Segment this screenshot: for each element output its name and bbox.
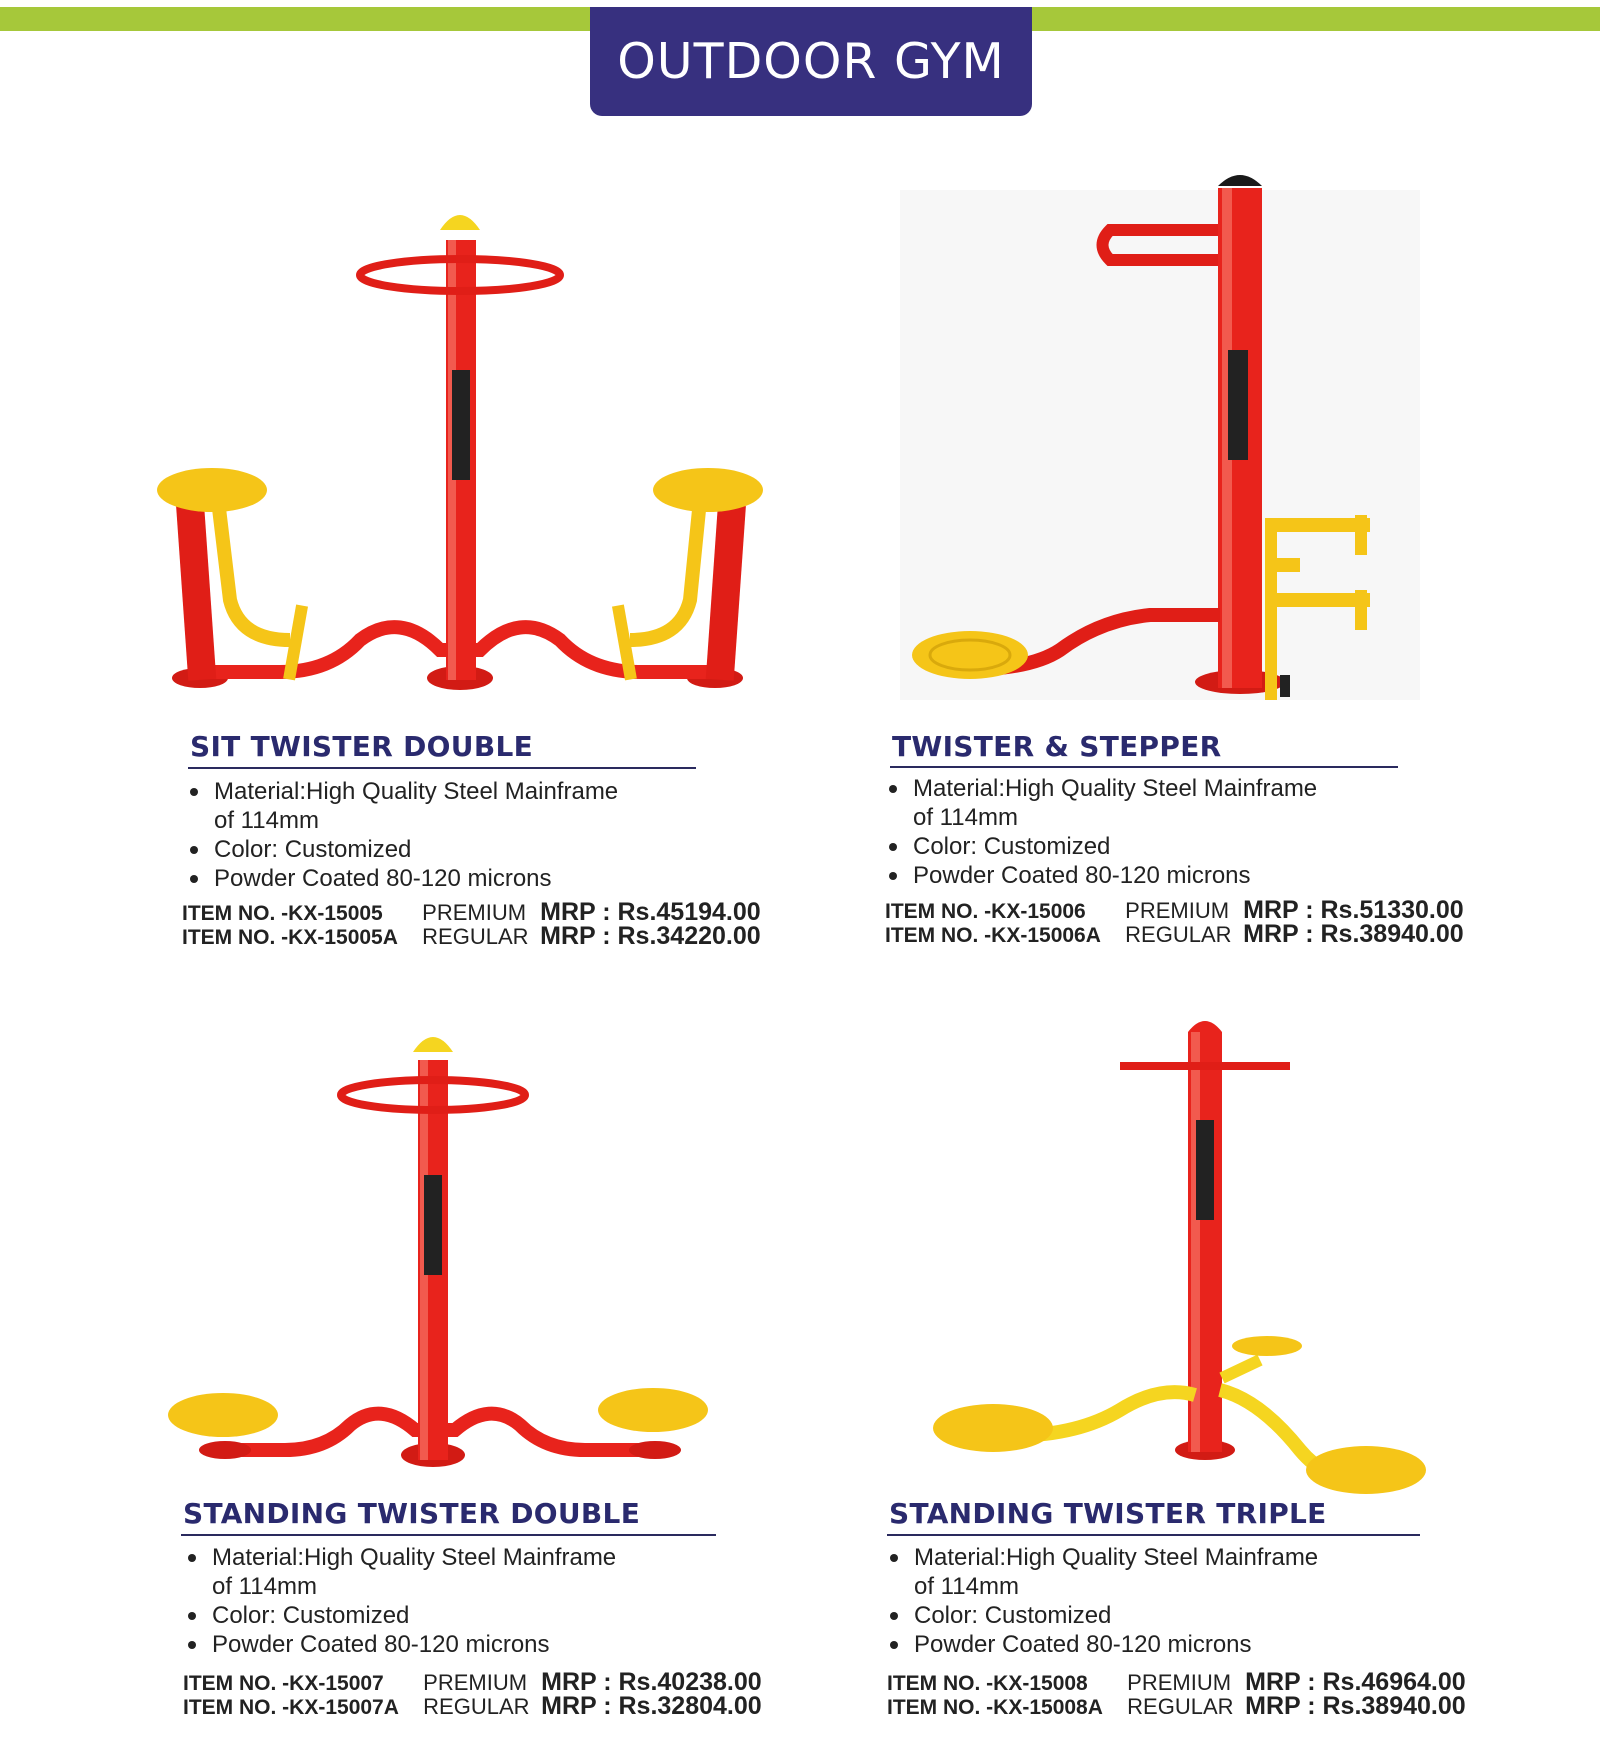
- page-title: OUTDOOR GYM: [617, 33, 1005, 90]
- item-row: [887, 1668, 1466, 1696]
- item-list: [885, 896, 1464, 948]
- feature-item: Material:High Quality Steel Mainframe: [186, 777, 618, 806]
- feature-item: of 114mm: [914, 1573, 1019, 1600]
- item-prefix: ITEM NO. -: [183, 1696, 290, 1719]
- item-prefix: ITEM NO. -: [887, 1672, 994, 1695]
- feature-item: Material:High Quality Steel Mainframe: [885, 774, 1317, 803]
- feature-item: Powder Coated 80-120 microns: [184, 1630, 616, 1659]
- product-name: SIT TWISTER DOUBLE: [190, 730, 534, 763]
- item-type: REGULAR: [1127, 1694, 1234, 1719]
- feature-item: Powder Coated 80-120 microns: [186, 864, 618, 893]
- item-type: REGULAR: [1125, 922, 1232, 947]
- item-list: [182, 898, 761, 950]
- item-code: KX-15005A: [288, 926, 398, 949]
- item-price: MRP : Rs.32804.00: [541, 1692, 762, 1720]
- product-name: TWISTER & STEPPER: [892, 730, 1222, 763]
- title-underline: [890, 766, 1398, 768]
- item-type: PREMIUM: [1125, 898, 1230, 923]
- item-type: PREMIUM: [423, 1670, 528, 1695]
- item-row: [885, 920, 1464, 948]
- item-list: [183, 1668, 762, 1720]
- feature-item: of 114mm: [913, 804, 1018, 831]
- item-prefix: ITEM NO. -: [182, 902, 289, 925]
- item-row: [182, 898, 761, 926]
- item-row: [183, 1668, 762, 1696]
- feature-item: Color: Customized: [886, 1601, 1318, 1630]
- feature-item: Powder Coated 80-120 microns: [885, 861, 1317, 890]
- title-underline: [188, 767, 696, 769]
- item-type: REGULAR: [422, 924, 529, 949]
- item-prefix: ITEM NO. -: [885, 924, 992, 947]
- item-type: PREMIUM: [1127, 1670, 1232, 1695]
- item-price: MRP : Rs.45194.00: [540, 898, 761, 926]
- item-price: MRP : Rs.38940.00: [1243, 920, 1464, 948]
- item-row: [182, 922, 761, 950]
- item-prefix: ITEM NO. -: [182, 926, 289, 949]
- item-prefix: ITEM NO. -: [183, 1672, 290, 1695]
- item-code: KX-15007: [289, 1672, 384, 1695]
- item-row: [885, 896, 1464, 924]
- title-underline: [181, 1534, 716, 1536]
- item-prefix: ITEM NO. -: [887, 1696, 994, 1719]
- feature-item: Material:High Quality Steel Mainframe: [886, 1543, 1318, 1572]
- standing-twister-triple-image: [930, 1010, 1440, 1510]
- feature-list: [186, 777, 618, 893]
- feature-item: Color: Customized: [184, 1601, 616, 1630]
- item-price: MRP : Rs.38940.00: [1245, 1692, 1466, 1720]
- standing-twister-double-image: [165, 1030, 725, 1470]
- item-row: [887, 1692, 1466, 1720]
- product-name: STANDING TWISTER DOUBLE: [183, 1497, 641, 1530]
- feature-list: [886, 1543, 1318, 1659]
- twister-stepper-image: [900, 170, 1420, 710]
- item-code: KX-15006A: [991, 924, 1101, 947]
- item-code: KX-15006: [991, 900, 1086, 923]
- item-price: MRP : Rs.46964.00: [1245, 1668, 1466, 1696]
- feature-item: of 114mm: [214, 807, 319, 834]
- item-list: [887, 1668, 1466, 1720]
- feature-list: [184, 1543, 616, 1659]
- item-code: KX-15005: [288, 902, 383, 925]
- item-row: [183, 1692, 762, 1720]
- item-type: PREMIUM: [422, 900, 527, 925]
- item-prefix: ITEM NO. -: [885, 900, 992, 923]
- feature-item: Material:High Quality Steel Mainframe: [184, 1543, 616, 1572]
- title-banner: [590, 7, 1032, 116]
- item-code: KX-15008: [993, 1672, 1088, 1695]
- item-type: REGULAR: [423, 1694, 530, 1719]
- item-price: MRP : Rs.40238.00: [541, 1668, 762, 1696]
- feature-list: [885, 774, 1317, 890]
- product-name: STANDING TWISTER TRIPLE: [889, 1497, 1327, 1530]
- item-code: KX-15007A: [289, 1696, 399, 1719]
- item-price: MRP : Rs.51330.00: [1243, 896, 1464, 924]
- feature-item: Powder Coated 80-120 microns: [886, 1630, 1318, 1659]
- item-code: KX-15008A: [993, 1696, 1103, 1719]
- feature-item: Color: Customized: [186, 835, 618, 864]
- feature-item: Color: Customized: [885, 832, 1317, 861]
- sit-twister-double-image: [130, 200, 790, 700]
- feature-item: of 114mm: [212, 1573, 317, 1600]
- item-price: MRP : Rs.34220.00: [540, 922, 761, 950]
- title-underline: [887, 1534, 1420, 1536]
